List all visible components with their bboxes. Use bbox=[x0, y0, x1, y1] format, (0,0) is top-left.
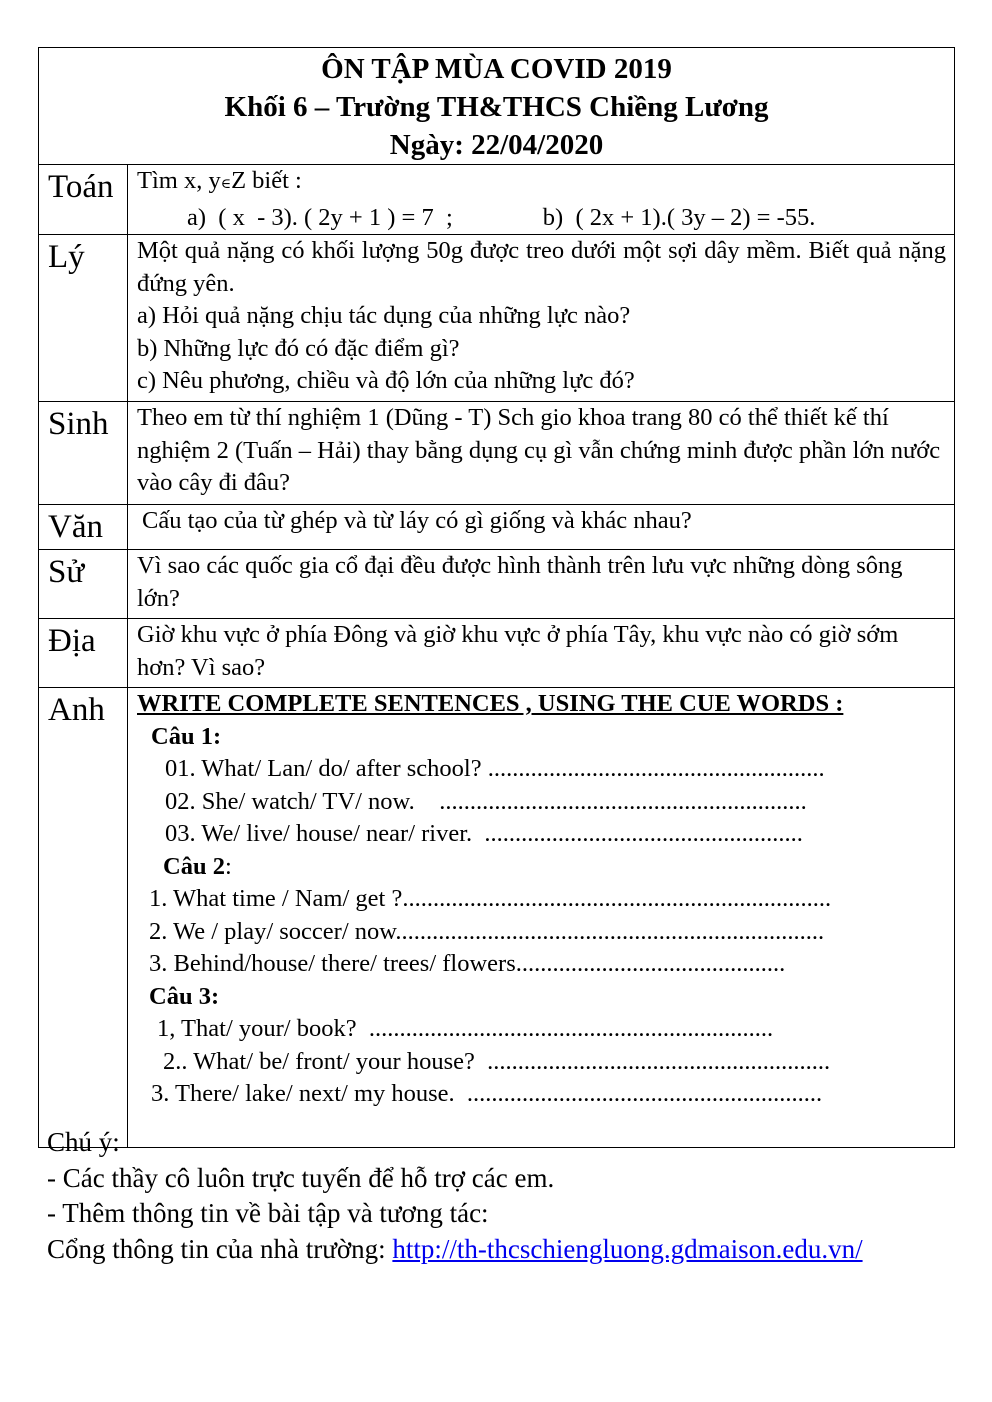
row-ly bbox=[39, 235, 955, 402]
anh-heading: WRITE COMPLETE SENTENCES , USING THE CUE WORDS : bbox=[137, 690, 844, 717]
row-su bbox=[39, 550, 955, 619]
review-table bbox=[38, 47, 955, 1148]
row-anh bbox=[39, 688, 955, 1148]
cau-2-item-2: 2. We / play/ soccer/ now...................................................................... bbox=[149, 917, 825, 945]
ly-question-b: b) Những lực đó có đặc điểm gì? bbox=[137, 334, 460, 362]
notes-title: Chú ý: bbox=[47, 1127, 120, 1157]
ly-question-c: c) Nêu phương, chiều và độ lớn của những lực đó? bbox=[137, 367, 635, 394]
cau-1-label: Câu 1: bbox=[151, 722, 222, 750]
toan-intro-text: Tìm x, y bbox=[137, 167, 221, 194]
grade-school-line: Khối 6 – Trường TH&THCS Chiềng Lương bbox=[224, 91, 769, 123]
element-of-symbol: ∈ bbox=[220, 177, 232, 192]
content-sinh: Theo em từ thí nghiệm 1 (Dũng - T) Sch gio khoa trang 80 có thể thiết kế thí nghiệm 2 (Tuấn – Hải) thay bằng dụng cụ gì vẫn chứng minh được phần lớn nước vào cây đi đâu? bbox=[128, 402, 955, 505]
notes-line-2: - Thêm thông tin về bài tập và tương tác: bbox=[47, 1198, 489, 1228]
van-question: Cấu tạo của từ ghép và từ láy có gì giống và khác nhau? bbox=[142, 507, 692, 534]
row-sinh bbox=[39, 402, 955, 505]
toan-intro-text-2: Z biết : bbox=[231, 167, 302, 194]
ly-statement: Một quả nặng có khối lượng 50g được treo dưới một sợi dây mềm. Biết quả nặng đứng yên. bbox=[137, 237, 946, 297]
subject-dia: Địa bbox=[39, 619, 128, 688]
date-line: Ngày: 22/04/2020 bbox=[389, 129, 604, 161]
cau-3-item-3: 3. There/ lake/ next/ my house. .......................................................... bbox=[151, 1080, 823, 1107]
toan-part-b: b) ( 2x + 1).( 3y – 2) = -55. bbox=[542, 203, 816, 231]
cau-3-label: Câu 3: bbox=[149, 982, 220, 1010]
cau-3-item-2: 2.. What/ be/ front/ your house? ........................................................ bbox=[163, 1047, 831, 1075]
cau-2-item-3: 3. Behind/house/ there/ trees/ flowers............................................ bbox=[149, 950, 786, 977]
content-ly bbox=[128, 235, 955, 402]
cau-1-item-3: 03. We/ live/ house/ near/ river. .................................................... bbox=[165, 820, 803, 847]
subject-toan: Toán bbox=[39, 165, 128, 235]
worksheet bbox=[38, 47, 954, 1148]
toan-part-a: a) ( x - 3). ( 2y + 1 ) = 7 ; bbox=[187, 203, 453, 231]
notes-line-1: - Các thầy cô luôn trực tuyến để hỗ trợ các em. bbox=[47, 1162, 555, 1193]
subject-su: Sử bbox=[39, 550, 128, 619]
cau-3-item-1: 1, That/ your/ book? .................................................................. bbox=[157, 1015, 774, 1042]
row-van bbox=[39, 505, 955, 550]
notes-section bbox=[47, 1125, 863, 1267]
portal-line bbox=[47, 1232, 863, 1268]
document-title: ÔN TẬP MÙA COVID 2019 bbox=[321, 53, 672, 85]
portal-link[interactable]: http://th-thcschiengluong.gdmaison.edu.vn/ bbox=[392, 1233, 863, 1264]
cau-2-item-1: 1. What time / Nam/ get ?...................................................................... bbox=[149, 885, 832, 912]
content-dia: Giờ khu vực ở phía Đông và giờ khu vực ở phía Tây, khu vực nào có giờ sớm hơn? Vì sao? bbox=[128, 619, 955, 688]
ly-question-a: a) Hỏi quả nặng chịu tác dụng của những lực nào? bbox=[137, 302, 631, 329]
row-toan bbox=[39, 165, 955, 235]
subject-ly: Lý bbox=[39, 235, 128, 402]
content-van bbox=[128, 505, 955, 550]
cau-2-label-text: Câu 2 bbox=[163, 852, 225, 880]
header-row bbox=[39, 48, 955, 165]
portal-label: Cổng thông tin của nhà trường: bbox=[47, 1233, 393, 1264]
cau-2-colon: : bbox=[224, 852, 232, 880]
cau-1-item-1: 01. What/ Lan/ do/ after school? ....................................................... bbox=[165, 755, 825, 782]
subject-anh: Anh bbox=[39, 688, 128, 1148]
cau-1-item-2: 02. She/ watch/ TV/ now. ............................................................ bbox=[165, 787, 807, 815]
subject-sinh: Sinh bbox=[39, 402, 128, 505]
content-toan bbox=[128, 165, 955, 235]
toan-intro bbox=[137, 165, 946, 202]
subject-van: Văn bbox=[39, 505, 128, 550]
toan-parts bbox=[137, 202, 946, 235]
cau-2-label bbox=[137, 851, 946, 884]
header-cell bbox=[39, 48, 955, 165]
content-anh bbox=[128, 688, 955, 1148]
content-su: Vì sao các quốc gia cổ đại đều được hình thành trên lưu vực những dòng sông lớn? bbox=[128, 550, 955, 619]
row-dia bbox=[39, 619, 955, 688]
